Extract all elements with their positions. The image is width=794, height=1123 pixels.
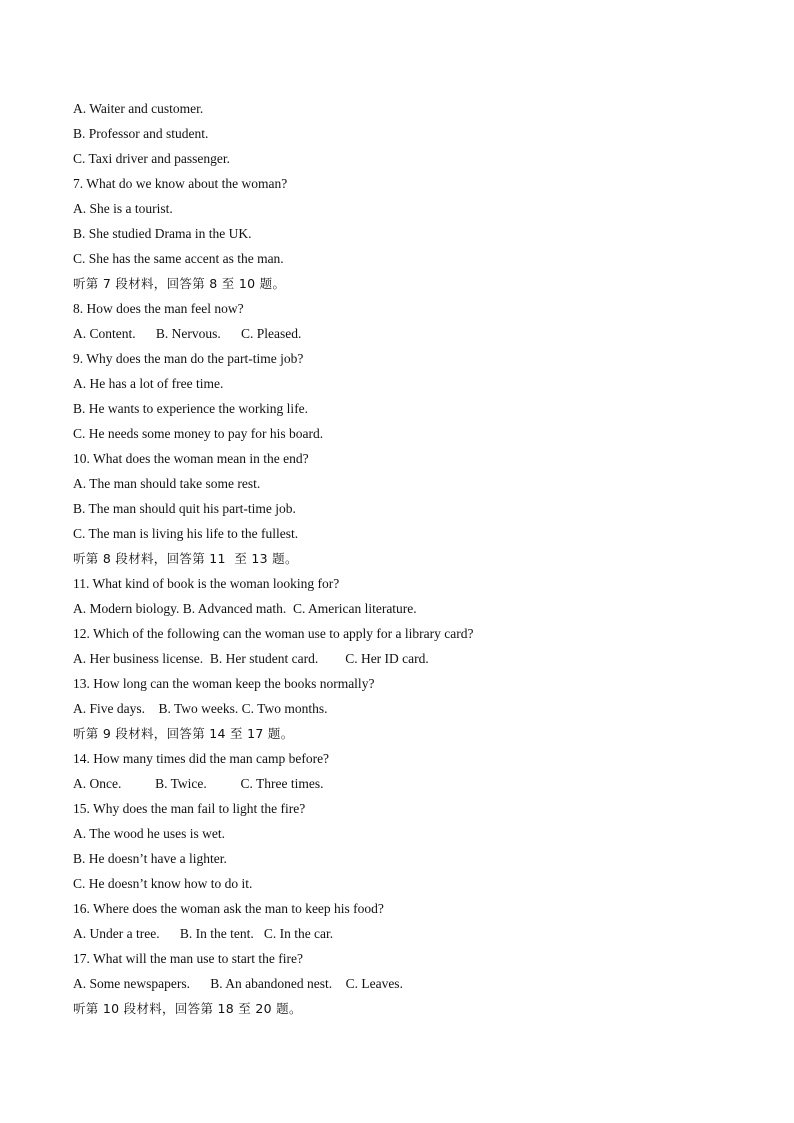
- question-line: 12. Which of the following can the woman use to apply for a library card?: [73, 626, 474, 641]
- option-line: C. He doesn’t know how to do it.: [73, 876, 253, 891]
- question-line: 8. How does the man feel now?: [73, 301, 244, 316]
- section-instruction: 听第 9 段材料，回答第 14 至 17 题。: [73, 726, 294, 741]
- option-line: C. He needs some money to pay for his board.: [73, 426, 324, 441]
- question-line: 11. What kind of book is the woman looking for?: [73, 576, 340, 591]
- question-line: 14. How many times did the man camp before?: [73, 751, 330, 766]
- section-instruction: 听第 7 段材料，回答第 8 至 10 题。: [73, 276, 286, 291]
- option-line: A. Some newspapers. B. An abandoned nest. C. Leaves.: [73, 976, 403, 991]
- question-list: [73, 99, 733, 1024]
- option-line: A. She is a tourist.: [73, 201, 173, 216]
- option-line: A. Waiter and customer.: [73, 101, 204, 116]
- section-instruction: 听第 10 段材料，回答第 18 至 20 题。: [73, 1001, 302, 1016]
- option-line: C. She has the same accent as the man.: [73, 251, 284, 266]
- question-line: 15. Why does the man fail to light the fire?: [73, 801, 306, 816]
- option-line: C. Taxi driver and passenger.: [73, 151, 231, 166]
- question-line: 7. What do we know about the woman?: [73, 176, 288, 191]
- option-line: A. Modern biology. B. Advanced math. C. American literature.: [73, 601, 417, 616]
- question-line: 13. How long can the woman keep the books normally?: [73, 676, 375, 691]
- option-line: B. He wants to experience the working life.: [73, 401, 309, 416]
- question-line: 17. What will the man use to start the fire?: [73, 951, 303, 966]
- option-line: A. The man should take some rest.: [73, 476, 261, 491]
- option-line: B. Professor and student.: [73, 126, 209, 141]
- option-line: A. The wood he uses is wet.: [73, 826, 225, 841]
- option-line: A. Once. B. Twice. C. Three times.: [73, 776, 324, 791]
- option-line: A. Under a tree. B. In the tent. C. In the car.: [73, 926, 334, 941]
- option-line: A. Her business license. B. Her student card. C. Her ID card.: [73, 651, 429, 666]
- question-line: 10. What does the woman mean in the end?: [73, 451, 309, 466]
- option-line: A. Five days. B. Two weeks. C. Two months.: [73, 701, 328, 716]
- option-line: C. The man is living his life to the fullest.: [73, 526, 299, 541]
- option-line: B. She studied Drama in the UK.: [73, 226, 252, 241]
- question-line: 9. Why does the man do the part-time job?: [73, 351, 304, 366]
- option-line: B. The man should quit his part-time job.: [73, 501, 296, 516]
- option-line: B. He doesn’t have a lighter.: [73, 851, 227, 866]
- option-line: A. Content. B. Nervous. C. Pleased.: [73, 326, 302, 341]
- question-line: 16. Where does the woman ask the man to keep his food?: [73, 901, 384, 916]
- section-instruction: 听第 8 段材料，回答第 11 至 13 题。: [73, 551, 298, 566]
- option-line: A. He has a lot of free time.: [73, 376, 224, 391]
